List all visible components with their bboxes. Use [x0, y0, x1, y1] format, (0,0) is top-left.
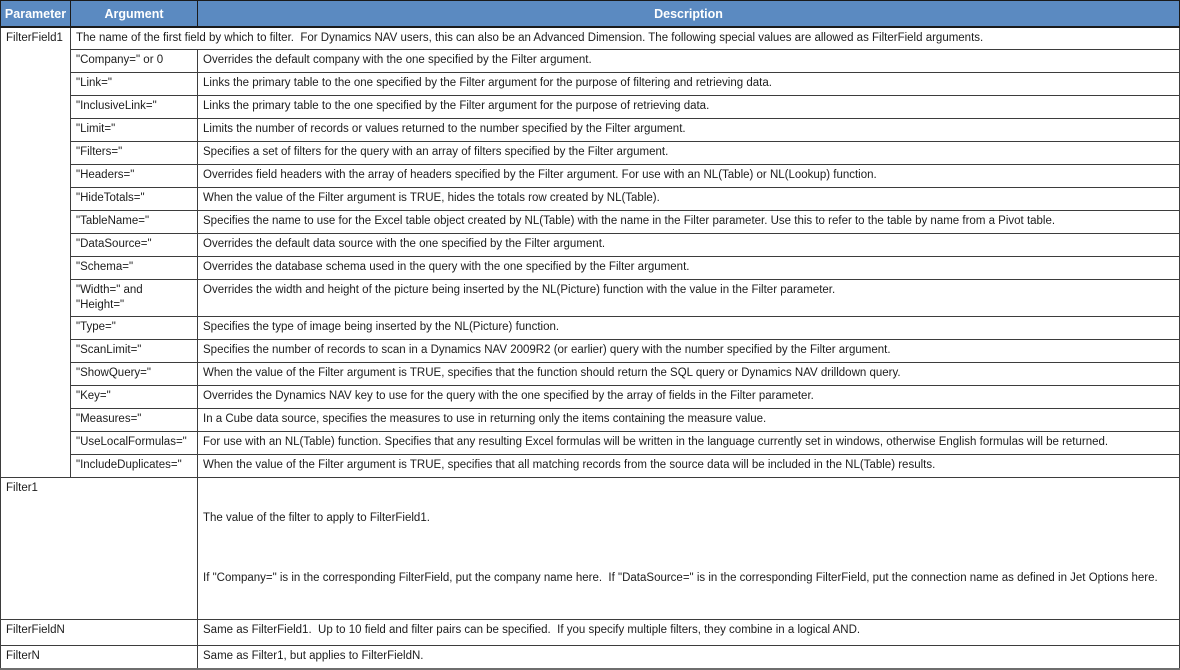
header-row: [1, 1, 1180, 28]
argument-cell: "UseLocalFormulas=": [71, 431, 198, 454]
description-cell: When the value of the Filter argument is TRUE, specifies that the function should return the SQL query or Dynamics NAV drilldown query.: [198, 362, 1180, 385]
argument-cell: "Width=" and "Height=": [71, 279, 198, 316]
table-row: [1, 316, 1180, 339]
filter1-description-paragraph-2: If "Company=" is in the corresponding FilterField, put the company name here. If "DataSource=" is in the corresponding FilterField, put the connection name as defined in Jet Options here.: [203, 572, 1158, 585]
argument-cell: "Headers=": [71, 164, 198, 187]
table-row: [1, 619, 1180, 645]
argument-cell: "TableName=": [71, 210, 198, 233]
description-cell: For use with an NL(Table) function. Specifies that any resulting Excel formulas will be written in the language currently set in windows, otherwise English formulas will be returned.: [198, 431, 1180, 454]
description-cell: Specifies a set of filters for the query with an array of filters specified by the Filter argument.: [198, 141, 1180, 164]
description-cell-filterfield1-intro: The name of the first field by which to filter. For Dynamics NAV users, this can also be an Advanced Dimension. The following special values are allowed as FilterField arguments.: [71, 27, 1180, 49]
description-cell: Overrides the width and height of the picture being inserted by the NL(Picture) function with the value in the Filter parameter.: [198, 279, 1180, 316]
table-row: [1, 477, 1180, 619]
description-cell: Overrides the default data source with the one specified by the Filter argument.: [198, 233, 1180, 256]
table-row: [1, 49, 1180, 72]
table-row: [1, 164, 1180, 187]
table-row: [1, 339, 1180, 362]
column-header-description: Description: [198, 1, 1180, 28]
description-cell: Overrides the database schema used in the query with the one specified by the Filter argument.: [198, 256, 1180, 279]
argument-cell: "Type=": [71, 316, 198, 339]
table-row: [1, 187, 1180, 210]
description-cell: Links the primary table to the one specified by the Filter argument for the purpose of retrieving data.: [198, 95, 1180, 118]
description-cell: Links the primary table to the one specified by the Filter argument for the purpose of filtering and retrieving data.: [198, 72, 1180, 95]
table-row: [1, 256, 1180, 279]
column-header-argument: Argument: [71, 1, 198, 28]
table-row: [1, 454, 1180, 477]
argument-cell: "Link=": [71, 72, 198, 95]
argument-cell: "HideTotals=": [71, 187, 198, 210]
description-cell: In a Cube data source, specifies the measures to use in returning only the items containing the measure value.: [198, 408, 1180, 431]
table-row: [1, 279, 1180, 316]
description-cell-filtern: Same as Filter1, but applies to FilterFieldN.: [198, 645, 1180, 669]
description-cell: Specifies the type of image being inserted by the NL(Picture) function.: [198, 316, 1180, 339]
parameter-cell-filtern: FilterN: [1, 645, 198, 669]
table-row: [1, 362, 1180, 385]
table-row: [1, 431, 1180, 454]
argument-cell: "Company=" or 0: [71, 49, 198, 72]
parameter-cell-filterfieldn: FilterFieldN: [1, 619, 198, 645]
description-cell-filter1: [198, 477, 1180, 619]
description-cell: Overrides the Dynamics NAV key to use for the query with the one specified by the array of fields in the Filter parameter.: [198, 385, 1180, 408]
table-row: [1, 118, 1180, 141]
argument-cell: "ScanLimit=": [71, 339, 198, 362]
description-cell: When the value of the Filter argument is TRUE, specifies that all matching records from the source data will be included in the NL(Table) results.: [198, 454, 1180, 477]
table-row: [1, 27, 1180, 49]
argument-cell: "Limit=": [71, 118, 198, 141]
parameter-cell-filterfield1: FilterField1: [1, 27, 71, 477]
argument-cell: "Measures=": [71, 408, 198, 431]
table-row: [1, 210, 1180, 233]
description-cell-filterfieldn: Same as FilterField1. Up to 10 field and filter pairs can be specified. If you specify multiple filters, they combine in a logical AND.: [198, 619, 1180, 645]
table-row: [1, 385, 1180, 408]
table-row: [1, 95, 1180, 118]
description-cell: When the value of the Filter argument is TRUE, hides the totals row created by NL(Table).: [198, 187, 1180, 210]
argument-cell: "InclusiveLink=": [71, 95, 198, 118]
description-cell: Overrides the default company with the one specified by the Filter argument.: [198, 49, 1180, 72]
filter1-description-paragraph-1: The value of the filter to apply to FilterField1.: [203, 511, 430, 524]
argument-cell: "ShowQuery=": [71, 362, 198, 385]
argument-cell: "Key=": [71, 385, 198, 408]
table-row: [1, 141, 1180, 164]
column-header-parameter: Parameter: [1, 1, 71, 28]
argument-cell: "Filters=": [71, 141, 198, 164]
argument-cell: "IncludeDuplicates=": [71, 454, 198, 477]
description-cell: Limits the number of records or values returned to the number specified by the Filter argument.: [198, 118, 1180, 141]
argument-cell: "Schema=": [71, 256, 198, 279]
table-row: [1, 233, 1180, 256]
argument-cell: "DataSource=": [71, 233, 198, 256]
description-cell: Specifies the number of records to scan in a Dynamics NAV 2009R2 (or earlier) query with the number specified by the Filter argument.: [198, 339, 1180, 362]
table-row: [1, 72, 1180, 95]
description-cell: Specifies the name to use for the Excel table object created by NL(Table) with the name in the Filter parameter. Use this to refer to the table by name from a Pivot table.: [198, 210, 1180, 233]
description-cell: Overrides field headers with the array of headers specified by the Filter argument. For use with an NL(Table) or NL(Lookup) function.: [198, 164, 1180, 187]
table-row: [1, 645, 1180, 669]
table-row: [1, 408, 1180, 431]
parameter-cell-filter1: Filter1: [1, 477, 198, 619]
